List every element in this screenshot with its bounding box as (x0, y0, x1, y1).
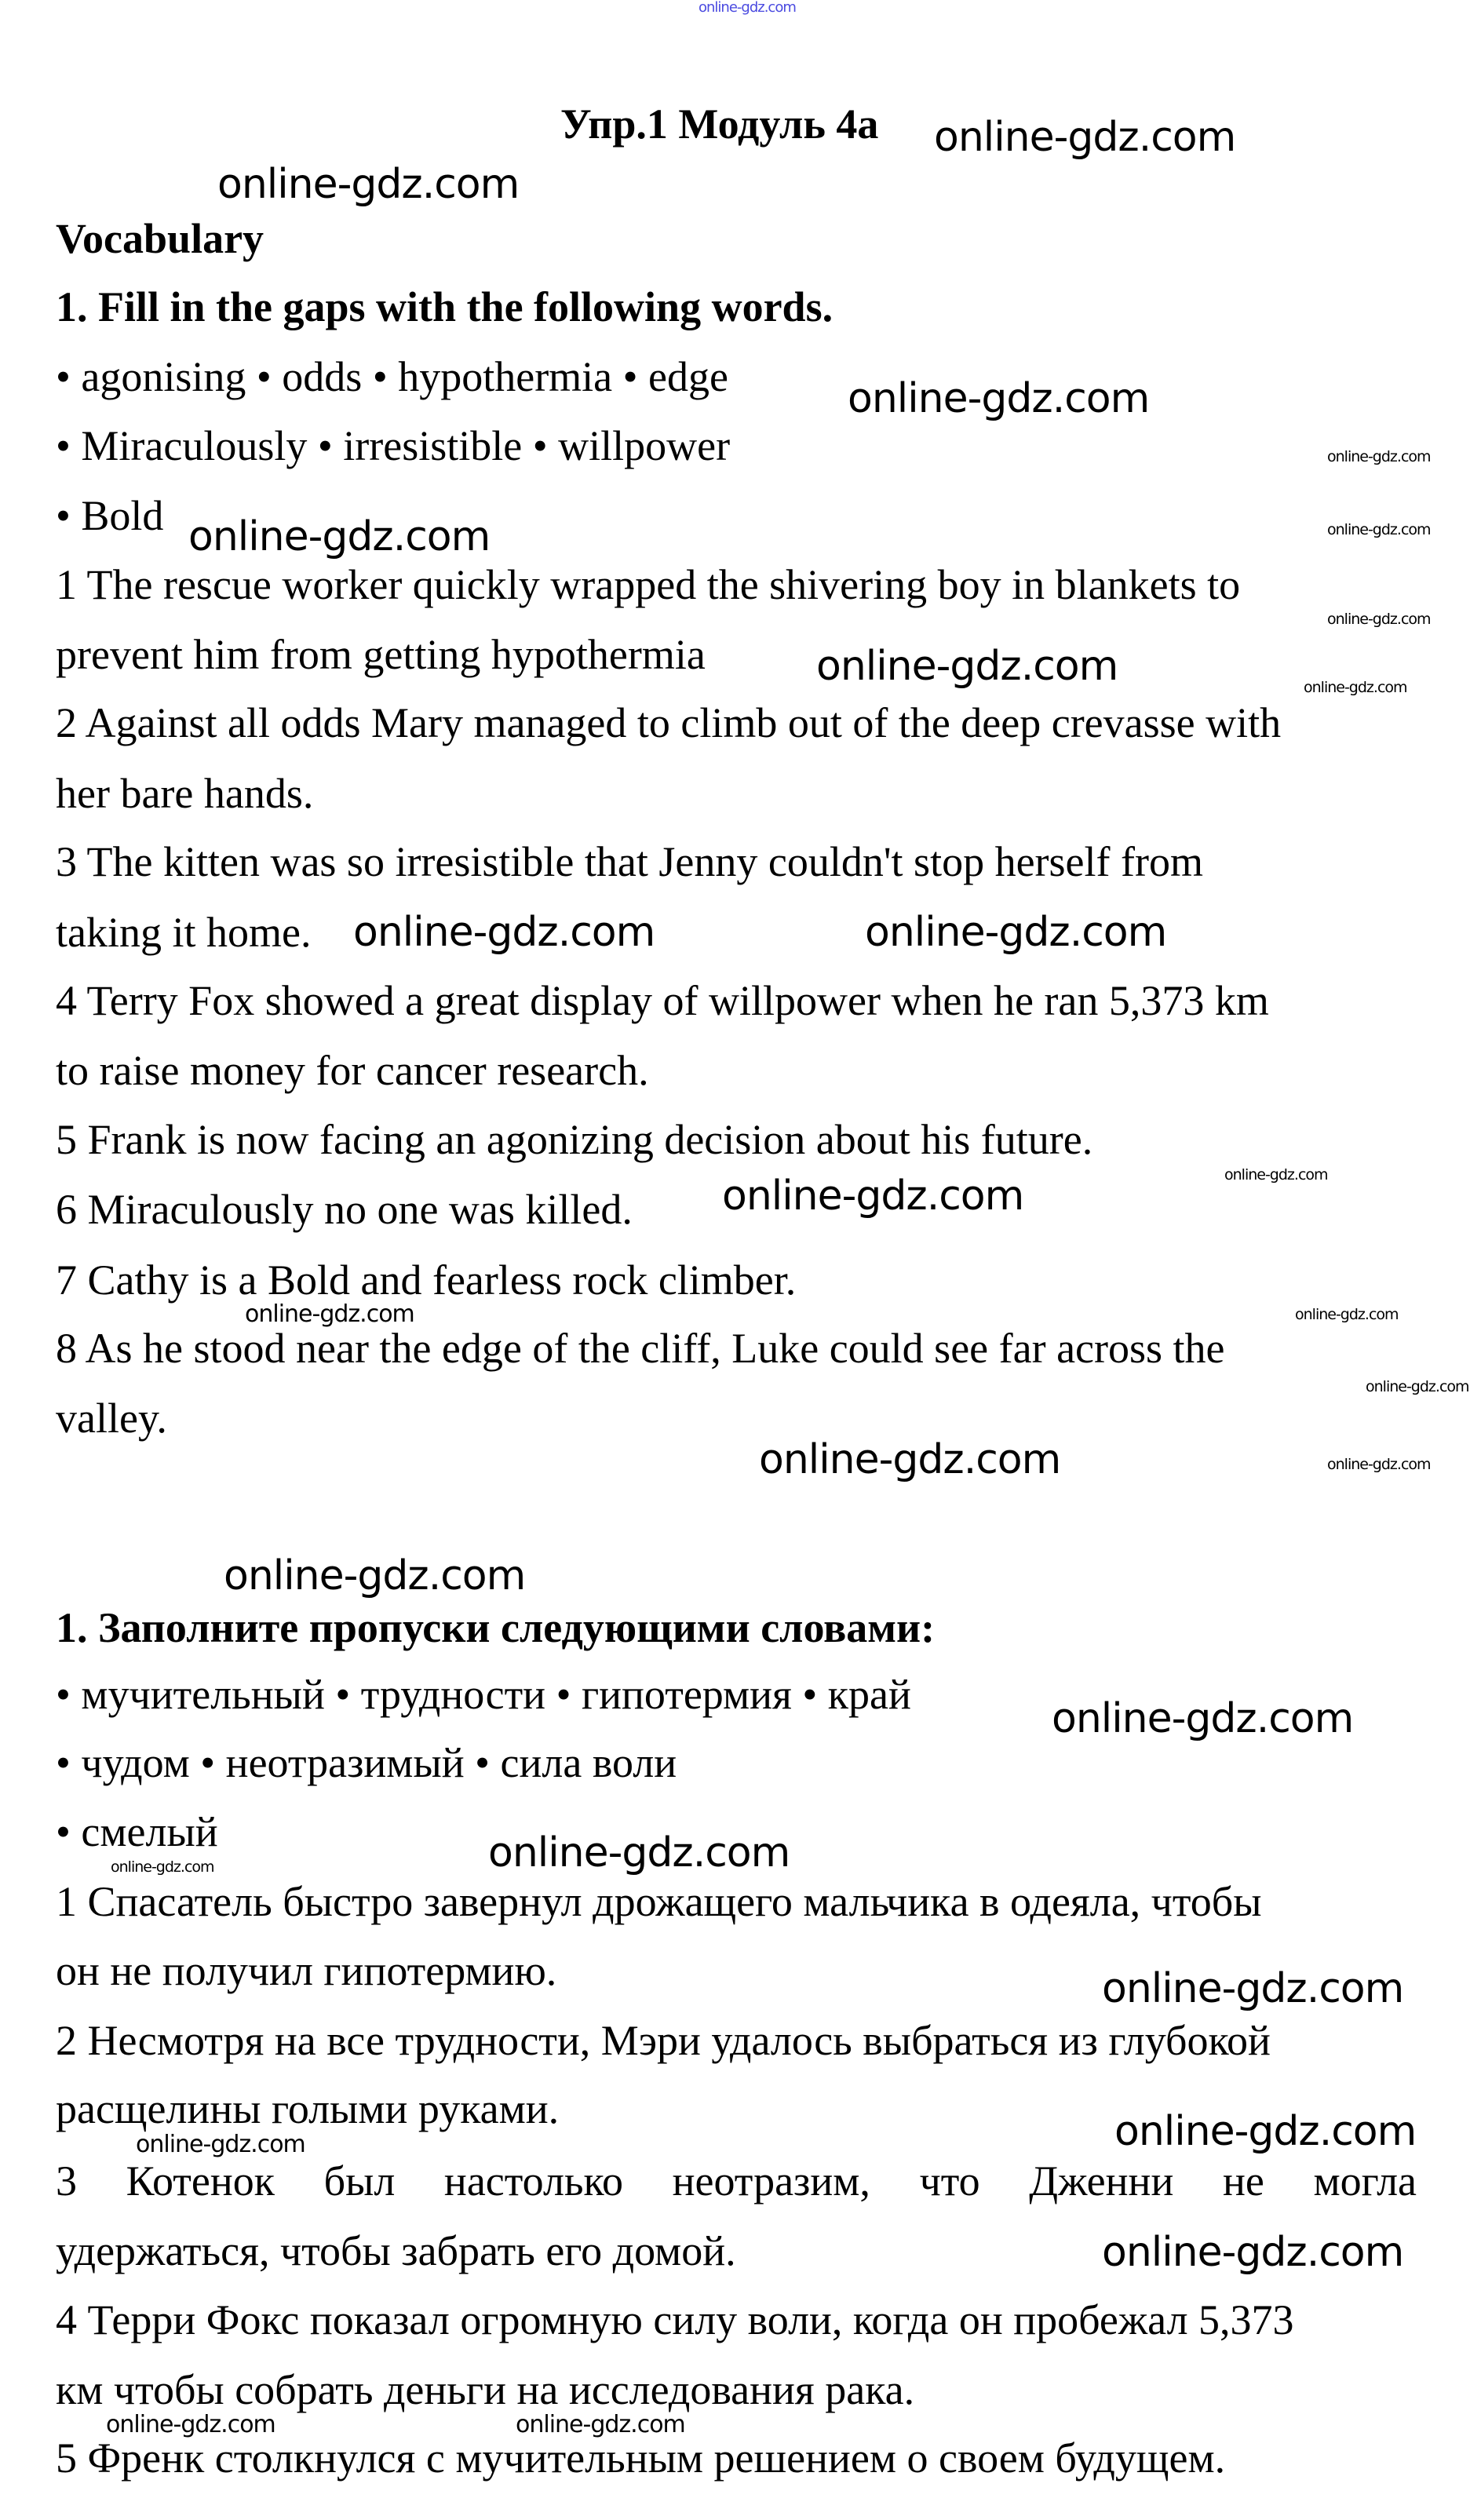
russian-line: • смелый (56, 1808, 218, 1855)
watermark: online-gdz.com (1114, 2108, 1417, 2155)
watermark: online-gdz.com (106, 2411, 275, 2438)
english-line: • agonising • odds • hypothermia • edge (56, 353, 728, 400)
russian-line: расщелины голыми руками. (56, 2085, 560, 2132)
watermark: online-gdz.com (1327, 1456, 1431, 1473)
watermark: online-gdz.com (1327, 611, 1431, 628)
watermark: online-gdz.com (353, 909, 655, 956)
watermark: online-gdz.com (1327, 521, 1431, 538)
english-line: 5 Frank is now facing an agonizing decision about his future. (56, 1116, 1093, 1163)
watermark: online-gdz.com (224, 1552, 526, 1599)
english-line: 1 The rescue worker quickly wrapped the shivering boy in blankets to (56, 561, 1241, 608)
russian-line: 2 Несмотря на все трудности, Мэри удалось выбраться из глубокой (56, 2017, 1271, 2064)
english-line: 4 Terry Fox showed a great display of willpower when he ran 5,373 km (56, 977, 1269, 1024)
russian-task-heading: 1. Заполните пропуски следующими словами: (56, 1604, 936, 1651)
watermark: online-gdz.com (516, 2411, 685, 2438)
watermark: online-gdz.com (188, 513, 491, 560)
russian-line: удержаться, чтобы забрать его домой. (56, 2227, 736, 2274)
russian-line: • мучительный • трудности • гипотермия • край (56, 1671, 911, 1718)
watermark: online-gdz.com (1052, 1695, 1354, 1742)
russian-line: 1 Спасатель быстро завернул дрожащего мальчика в одеяла, чтобы (56, 1878, 1262, 1925)
section-title: Vocabulary (56, 215, 264, 262)
watermark: online-gdz.com (934, 114, 1236, 161)
english-line: 6 Miraculously no one was killed. (56, 1186, 633, 1233)
english-line: her bare hands. (56, 770, 314, 817)
english-line: • Miraculously • irresistible • willpower (56, 422, 731, 469)
english-task-heading: 1. Fill in the gaps with the following words. (56, 283, 833, 330)
watermark: online-gdz.com (111, 1858, 214, 1876)
watermark: online-gdz.com (1366, 1378, 1469, 1395)
english-line: • Bold (56, 492, 164, 539)
page-title: Упр.1 Модуль 4а (560, 100, 879, 148)
english-line: 8 As he stood near the edge of the cliff, Luke could see far across the (56, 1325, 1225, 1372)
watermark: online-gdz.com (245, 1300, 414, 1328)
russian-line: 3 Котенок был настолько неотразим, что Дженни не могла (56, 2157, 1417, 2205)
russian-line: 4 Терри Фокс показал огромную силу воли, когда он пробежал 5,373 (56, 2296, 1294, 2343)
english-line: to raise money for cancer research. (56, 1047, 649, 1094)
watermark: online-gdz.com (488, 1829, 790, 1876)
watermark: online-gdz.com (759, 1436, 1061, 1483)
watermark: online-gdz.com (136, 2131, 305, 2158)
russian-line: • чудом • неотразимый • сила воли (56, 1739, 677, 1786)
russian-line: он не получил гипотермию. (56, 1947, 557, 1994)
english-line: 2 Against all odds Mary managed to climb out of the deep crevasse with (56, 699, 1282, 746)
english-line: valley. (56, 1395, 167, 1442)
watermark: online-gdz.com (1327, 448, 1431, 465)
watermark: online-gdz.com (1295, 1306, 1399, 1323)
watermark: online-gdz.com (816, 643, 1118, 690)
english-line: 7 Cathy is a Bold and fearless rock climber. (56, 1256, 797, 1304)
watermark: online-gdz.com (865, 909, 1167, 956)
watermark: online-gdz.com (1102, 1965, 1404, 2012)
watermark: online-gdz.com (217, 161, 520, 208)
english-line: prevent him from getting hypothermia (56, 631, 706, 678)
watermark: online-gdz.com (722, 1172, 1024, 1220)
watermark: online-gdz.com (1304, 679, 1407, 696)
watermark: online-gdz.com (1102, 2229, 1404, 2276)
top-watermark: online-gdz.com (699, 0, 796, 16)
english-line: taking it home. (56, 909, 312, 956)
russian-line: 5 Френк столкнулся с мучительным решением о своем будущем. (56, 2434, 1226, 2482)
watermark: online-gdz.com (848, 375, 1150, 422)
russian-line: км чтобы собрать деньги на исследования рака. (56, 2366, 915, 2413)
english-line: 3 The kitten was so irresistible that Jenny couldn't stop herself from (56, 838, 1203, 885)
watermark: online-gdz.com (1224, 1166, 1328, 1183)
